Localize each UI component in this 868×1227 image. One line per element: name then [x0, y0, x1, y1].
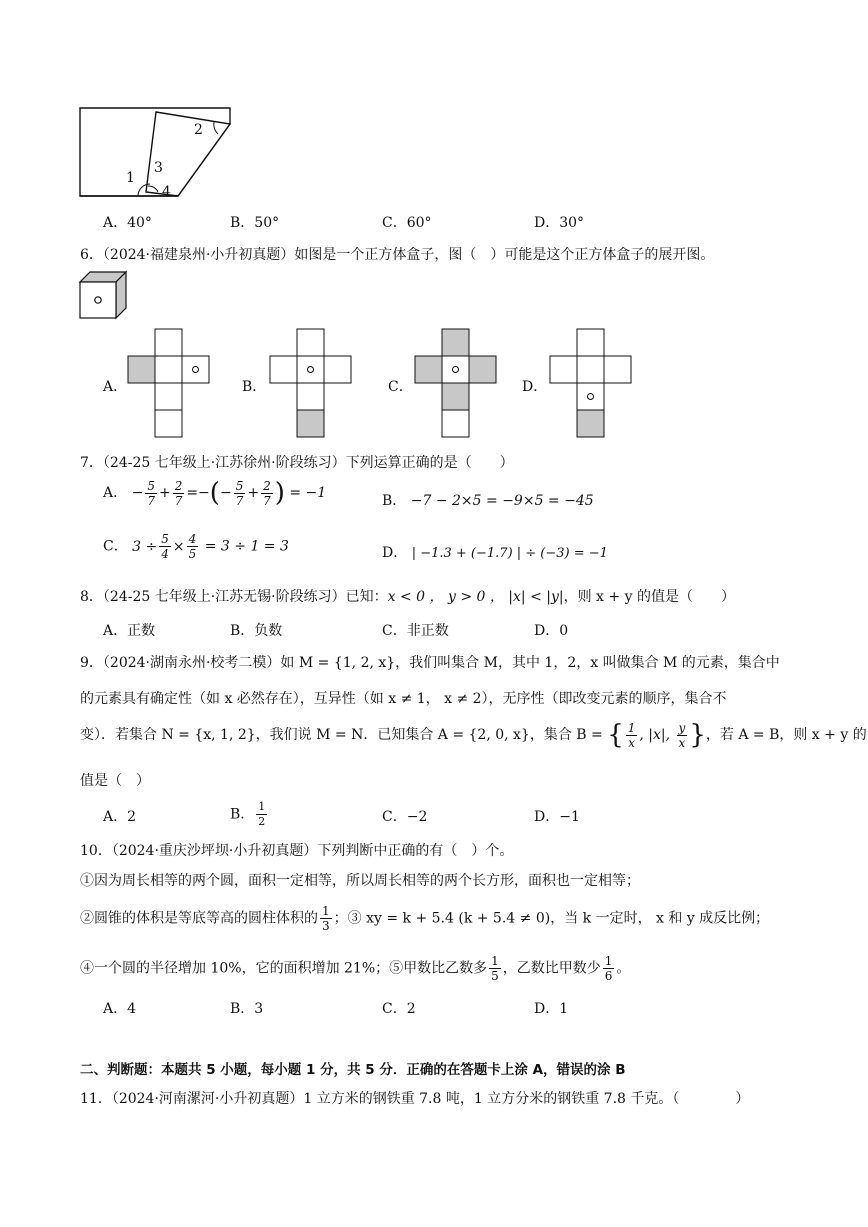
q10-option-c[interactable]: C．2 [382, 1001, 416, 1017]
q9-line1: 9．（2024·湖南永州·校考二模）如 M = {1, 2, x}，我们叫集合 M，其中 1，2，x 叫做集合 M 的元素，集合中 [80, 655, 780, 671]
q9-line2: 的元素具有确定性（如 x 必然存在），互异性（如 x ≠ 1， x ≠ 2），无序性（即改变元素的顺序，集合不 [80, 691, 727, 707]
q10-statement-4-5: ④一个圆的半径增加 10%，它的面积增加 21%；⑤甲数比乙数多 $\frac{1}{5}$ ，乙数比甲数少 $\frac{1}{6}$ 。 [80, 954, 631, 983]
q7-b-expr: −7 − 2×5 = −9×5 = −45 [410, 493, 594, 509]
q7-option-a[interactable]: A． − $\frac{5}{7}$ + $\frac{2}{7}$ =−(− $\frac{5}{7}$ + $\frac{2}{7}$ ) = −1 [103, 478, 327, 508]
q8-option-a[interactable]: A．正数 [103, 623, 156, 639]
q6-option-d-label[interactable]: D． [522, 379, 548, 395]
q10-statement-1: ①因为周长相等的两个圆，面积一定相等，所以周长相等的两个长方形，面积也一定相等； [80, 873, 640, 889]
q9-line3: 变）．若集合 N = {x, 1, 2}，我们说 M = N．已知集合 A = {2, 0, x}，集合 B = { $\frac{1}{x}$ , |x|, $\frac{y}{x}$ }，若 A = B，则 x + y 的 [80, 720, 867, 750]
q5-option-b[interactable]: B．50° [230, 215, 280, 231]
net-d[interactable] [548, 328, 634, 440]
q5-option-d[interactable]: D．30° [534, 215, 585, 231]
q9-option-b[interactable]: B． $\frac{1}{2}$ [230, 800, 266, 828]
q6-option-c-label[interactable]: C． [388, 379, 413, 395]
q7-option-b-label: B． [382, 493, 407, 509]
q7-stem: 7．（24-25 七年级上·江苏徐州·阶段练习）下列运算正确的是（ ） [80, 455, 514, 471]
q10-option-d[interactable]: D．1 [534, 1001, 569, 1017]
q7-option-a-label: A． [103, 485, 128, 501]
q10-option-b[interactable]: B．3 [230, 1001, 264, 1017]
q7-a-tail: = −1 [289, 485, 327, 501]
q6-stem: 6．（2024·福建泉州·小升初真题）如图是一个正方体盒子，图（ ）可能是这个正方体盒子的展开图。 [80, 247, 715, 263]
q8-option-d[interactable]: D．0 [534, 623, 569, 639]
q9-option-c[interactable]: C．−2 [382, 809, 428, 825]
q9-option-d[interactable]: D．−1 [534, 809, 580, 825]
section-2-title: 二、判断题：本题共 5 小题，每小题 1 分，共 5 分．正确的在答题卡上涂 A，错误的涂 B [80, 1062, 626, 1078]
q11-stem: 11．（2024·河南漯河·小升初真题）1 立方米的钢铁重 7.8 吨，1 立方分米的钢铁重 7.8 千克。（ ） [80, 1091, 750, 1107]
figure-label-2: 2 [194, 122, 203, 138]
q10-stem: 10．（2024·重庆沙坪坝·小升初真题）下列判断中正确的有（ ）个。 [80, 843, 514, 859]
q5-option-a[interactable]: A．40° [103, 215, 152, 231]
figure-label-3: 3 [154, 160, 163, 176]
cube-box-figure [78, 270, 128, 320]
q7-option-c-label: C． [103, 538, 128, 555]
q7-option-d[interactable] [382, 542, 608, 562]
net-c[interactable] [413, 328, 499, 440]
q9-line4: 值是（ ） [80, 773, 150, 789]
q10-statement-2-3: ②圆锥的体积是等底等高的圆柱体积的 $\frac{1}{3}$ ；③ xy = k + 5.4 (k + 5.4 ≠ 0)，当 k 一定时， x 和 y 成反比例； [80, 904, 770, 933]
q5-option-c[interactable]: C．60° [382, 215, 432, 231]
figure-label-4: 4 [162, 184, 171, 200]
q6-option-a-label[interactable]: A． [103, 379, 128, 395]
q6-option-b-label[interactable]: B． [242, 379, 267, 395]
q7-c-tail: = 3 ÷ 1 = 3 [204, 538, 289, 555]
q7-option-c[interactable]: C． 3 ÷ $\frac{5}{4}$ × $\frac{4}{5}$ = 3 ÷ 1 = 3 [103, 532, 289, 561]
q7-option-b[interactable] [382, 490, 594, 510]
net-b[interactable] [268, 328, 354, 440]
q7-option-d-label: D． [382, 545, 408, 561]
q8-option-c[interactable]: C．非正数 [382, 623, 449, 639]
q8-stem: 8．（24-25 七年级上·江苏无锡·阶段练习）已知：x < 0 ， y > 0 ， |x| < |y|，则 x + y 的值是（ ） [80, 589, 735, 605]
figure-label-1: 1 [126, 170, 135, 186]
q7-d-expr: | −1.3 + (−1.7) | ÷ (−3) = −1 [411, 546, 608, 561]
net-a[interactable] [126, 328, 212, 440]
folded-paper-figure [78, 106, 238, 202]
q8-option-b[interactable]: B．负数 [230, 623, 283, 639]
q9-option-a[interactable]: A．2 [103, 809, 137, 825]
q10-option-a[interactable]: A．4 [103, 1001, 137, 1017]
